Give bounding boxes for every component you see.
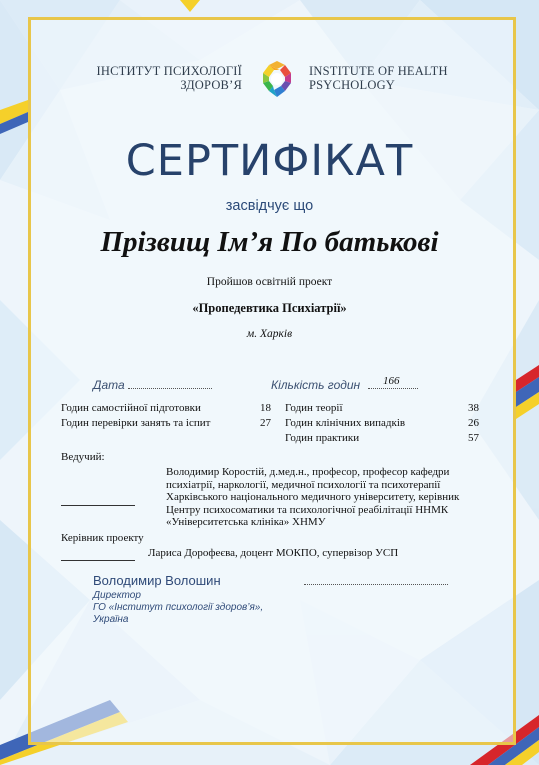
certificate-title: СЕРТИФІКАТ	[125, 136, 414, 186]
hours-right-value-3: 57	[468, 432, 479, 444]
director-name: Володимир Волошин	[93, 573, 221, 588]
logo-ua-line2: ЗДОРОВ’Я	[180, 78, 242, 92]
director-role-line1: Директор	[93, 590, 141, 601]
date-dotted-line	[128, 388, 212, 389]
hours-left-value-2: 27	[260, 417, 271, 429]
lead-description: Володимир Коростій, д.мед.н., професор, професор кафедри психіатрії, наркології, медичної психології та психотерапії Харківського національного медичного університету, керівник Центру психосоматики та психологічної реабілітації ННМК «Університетська клініка» ХНМУ	[166, 466, 460, 528]
passed-text: Пройшов освітній проект	[206, 276, 333, 288]
logo-en-line2: PSYCHOLOGY	[309, 78, 396, 92]
hours-left-value-1: 18	[260, 402, 271, 414]
institute-logo-icon	[254, 59, 300, 99]
hours-total-dotted-line	[368, 388, 418, 389]
project-head-label: Керівник проекту	[61, 532, 144, 544]
director-role-line3: Україна	[93, 614, 129, 625]
hours-left-label-2: Годин перевірки занять та іспит	[61, 417, 211, 429]
director-role-line2: ГО «Інститут психології здоров’я»,	[93, 602, 264, 613]
lead-signature-line	[61, 505, 135, 506]
logo-en-line1: INSTITUTE OF HEALTH	[309, 64, 448, 78]
city: м. Харків	[246, 328, 293, 340]
project-head-signature-line	[61, 560, 135, 561]
hours-right-value-1: 38	[468, 402, 479, 414]
certificate-subtitle: засвідчує що	[225, 198, 314, 214]
hours-right-label-3: Годин практики	[285, 432, 360, 444]
hours-right-value-2: 26	[468, 417, 479, 429]
hours-right-label-2: Годин клінічних випадків	[285, 417, 406, 429]
lead-label: Ведучий:	[61, 451, 105, 463]
director-signature-line	[304, 584, 448, 585]
project-name: «Пропедевтика Психіатрії»	[192, 301, 347, 315]
hours-right-label-1: Годин теорії	[285, 402, 343, 414]
director-role	[93, 590, 263, 626]
hours-total-label: Кількість годин	[271, 378, 361, 392]
logo-text-ukrainian	[70, 64, 242, 92]
logo-text-english	[309, 64, 448, 92]
date-label: Дата	[93, 378, 125, 392]
hours-total-value: 166	[383, 375, 400, 387]
logo-ua-line1: ІНСТИТУТ ПСИХОЛОГІЇ	[96, 64, 242, 78]
recipient-name: Прізвищ Ім’я По батькові	[100, 226, 439, 258]
hours-left-label-1: Годин самостійної підготовки	[61, 402, 201, 414]
project-head-description: Лариса Дорофеєва, доцент МОКПО, супервізор УСП	[148, 547, 399, 559]
